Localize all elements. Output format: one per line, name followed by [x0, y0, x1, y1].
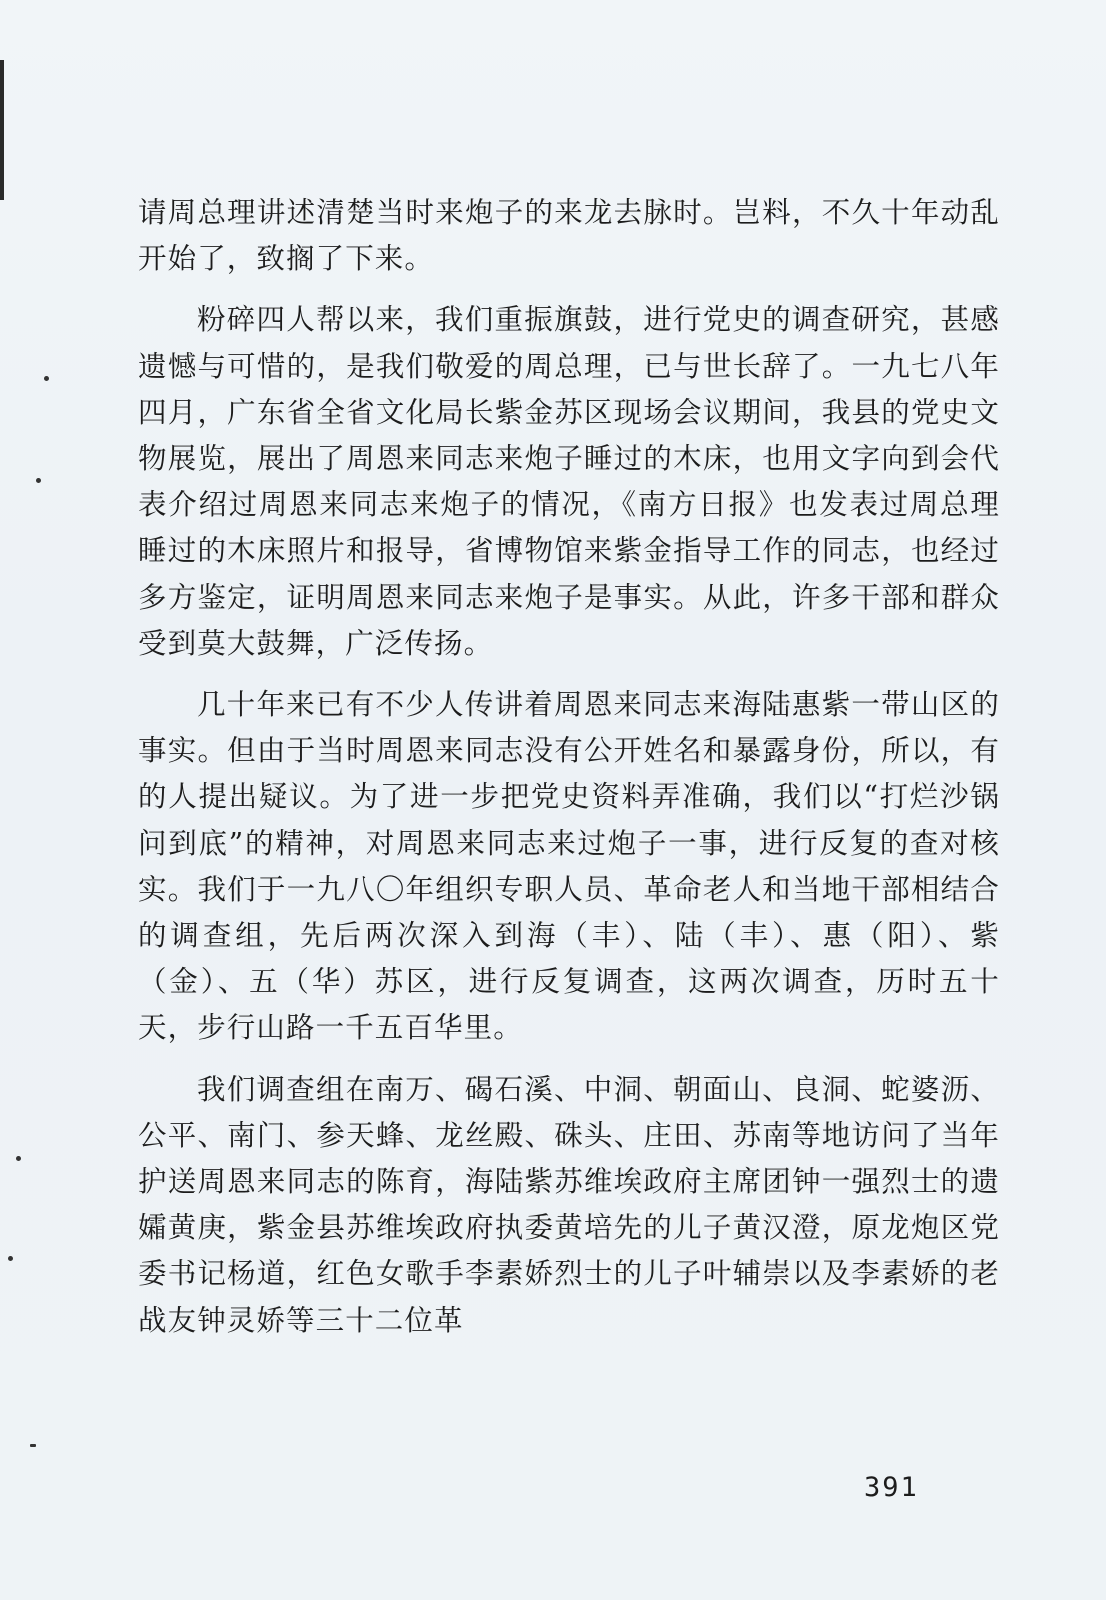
body-text — [138, 190, 1000, 1359]
scan-speck — [16, 1156, 21, 1161]
scan-speck — [44, 376, 49, 381]
paragraph-1: 粉碎四人帮以来，我们重振旗鼓，进行党史的调查研究，甚感遗憾与可惜的，是我们敬爱的周总理，已与世长辞了。一九七八年四月，广东省全省文化局长紫金苏区现场会议期间，我县的党史文物展览，展出了周恩来同志来炮子睡过的木床，也用文字向到会代表介绍过周恩来同志来炮子的情况，《南方日报》也发表过周总理睡过的木床照片和报导，省博物馆来紫金指导工作的同志，也经过多方鉴定，证明周恩来同志来炮子是事实。从此，许多干部和群众受到莫大鼓舞，广泛传扬。 — [138, 303, 1000, 660]
paragraph-continuation: 请周总理讲述清楚当时来炮子的来龙去脉时。岂料，不久十年动乱开始了，致搁了下来。 — [138, 196, 1000, 276]
scan-speck — [30, 1444, 36, 1447]
scan-speck — [36, 478, 41, 483]
binding-edge-shadow — [0, 60, 4, 200]
paragraph-2: 几十年来已有不少人传讲着周恩来同志来海陆惠紫一带山区的事实。但由于当时周恩来同志没有公开姓名和暴露身份，所以，有的人提出疑议。为了进一步把党史资料弄准确，我们以“打烂沙锅问到底”的精神，对周恩来同志来过炮子一事，进行反复的查对核实。我们于一九八〇年组织专职人员、革命老人和当地干部相结合的调查组，先后两次深入到海（丰）、陆（丰）、惠（阳）、紫（金）、五（华）苏区，进行反复调查，这两次调查，历时五十天，步行山路一千五百华里。 — [138, 688, 1000, 1045]
paragraph-3: 我们调查组在南万、碣石溪、中洞、朝面山、良洞、蛇婆沥、公平、南门、参天蜂、龙丝殿、硃头、庄田、苏南等地访问了当年护送周恩来同志的陈育，海陆紫苏维埃政府主席团钟一强烈士的遗孀黄庚，紫金县苏维埃政府执委黄培先的儿子黄汉澄，原龙炮区党委书记杨道，红色女歌手李素娇烈士的儿子叶辅崇以及李素娇的老战友钟灵娇等三十二位革 — [138, 1072, 1000, 1337]
page-number: 391 — [864, 1472, 919, 1503]
scan-speck — [8, 1256, 13, 1261]
